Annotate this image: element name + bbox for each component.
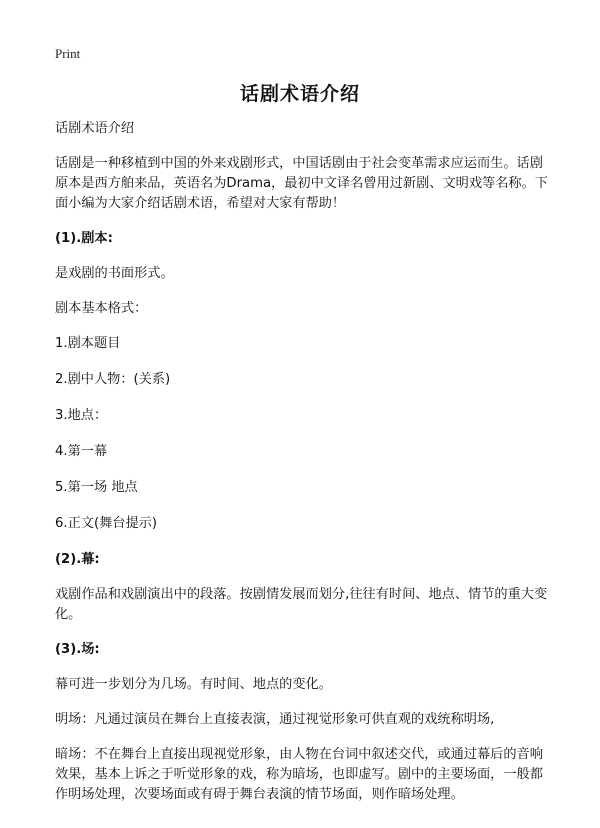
list-item: 1.剧本题目 [55, 336, 121, 351]
document-subtitle: 话剧术语介绍 [55, 121, 135, 136]
list-item: 2.剧中人物：(关系) [55, 372, 171, 387]
section-heading-act: (2).幕: [55, 552, 100, 567]
dark-scene-paragraph: 暗场：不在舞台上直接出现视觉形象，由人物在台词中叙述交代，或通过幕后的音响效果，基本上诉之于听觉形象的戏，称为暗场，也即虚写。剧中的主要场面，一般都作明场处理，次要场面或有碍于舞台表演的情节场面，则作暗场处理。 [55, 747, 543, 802]
section-script-body: 是戏剧的书面形式。 [55, 266, 174, 281]
section-scene-body: 幕可进一步划分为几场。有时间、地点的变化。 [55, 677, 332, 692]
list-item: 3.地点： [55, 408, 108, 423]
list-item: 5.第一场 地点 [55, 480, 138, 495]
print-link[interactable]: Print [55, 46, 81, 61]
script-format-list [55, 334, 550, 534]
document-body [55, 119, 550, 820]
intro-paragraph: 话剧是一种移植到中国的外来戏剧形式，中国话剧由于社会变革需求应运而生。话剧原本是西方舶来品，英语名为Drama，最初中文译名曾用过新剧、文明戏等名称。下面小编为大家介绍话剧术语，希望对大家有帮助！ [55, 156, 548, 211]
bright-scene-paragraph: 明场：凡通过演员在舞台上直接表演，通过视觉形象可供直观的戏统称明场, [55, 712, 495, 727]
list-item: 6.正文(舞台提示) [55, 516, 157, 531]
section-heading-scene: (3).场: [55, 642, 100, 657]
document-title: 话剧术语介绍 [239, 83, 360, 105]
section-heading-script: (1).剧本: [55, 231, 113, 246]
list-item: 4.第一幕 [55, 444, 108, 459]
script-format-label: 剧本基本格式： [55, 301, 148, 316]
section-act-body: 戏剧作品和戏剧演出中的段落。按剧情发展而划分,往往有时间、地点、情节的重大变化。 [55, 587, 548, 622]
